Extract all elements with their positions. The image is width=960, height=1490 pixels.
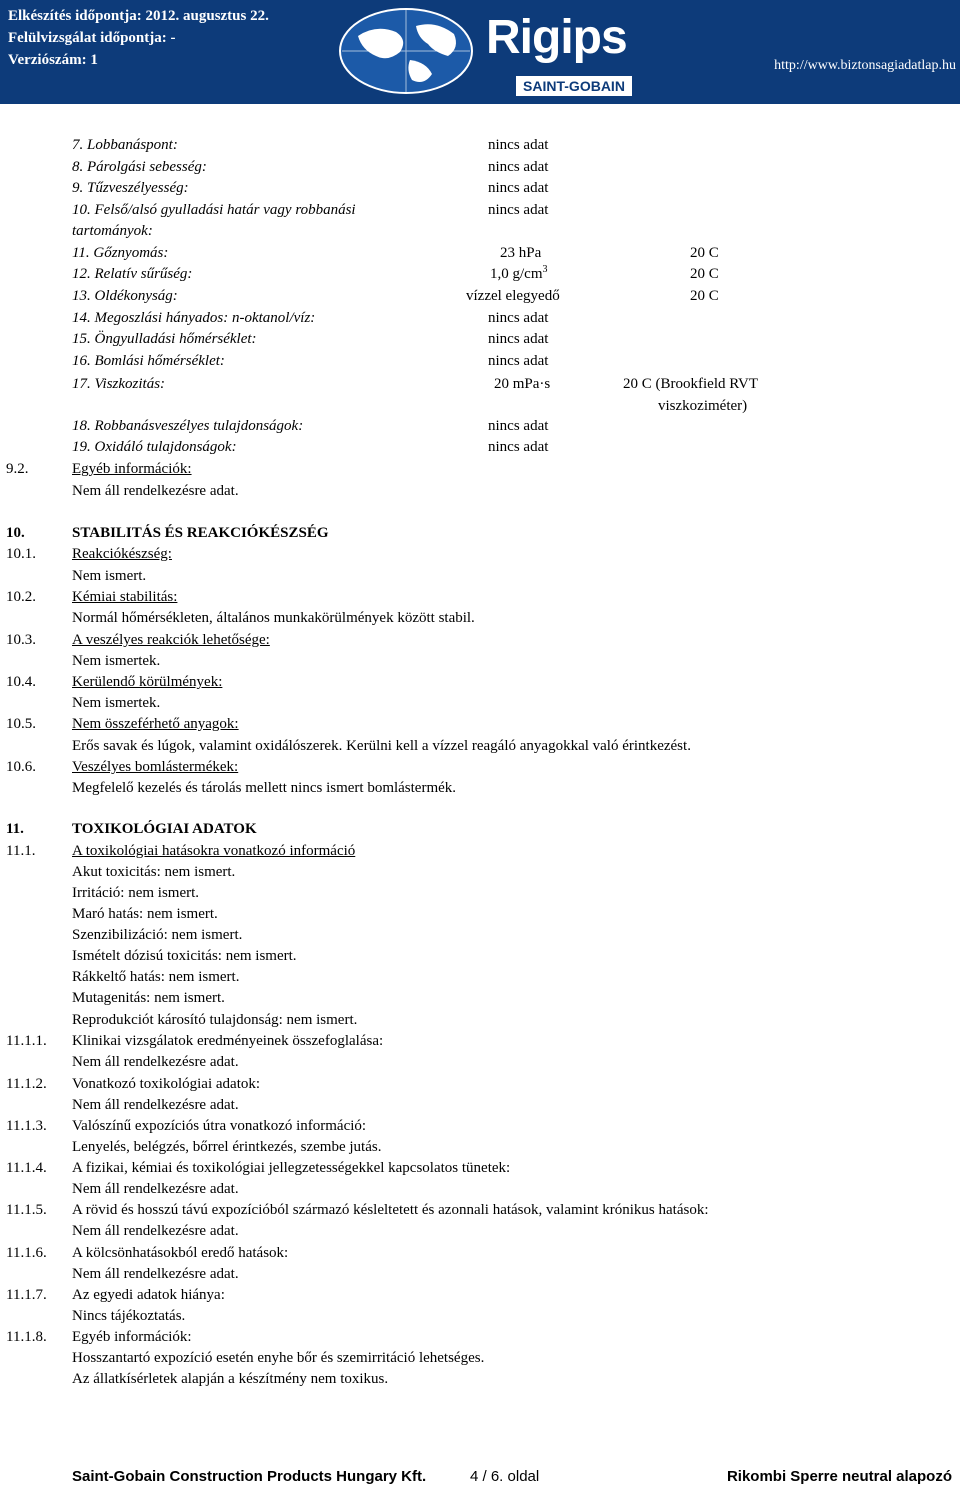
subsection-text: Nem áll rendelkezésre adat. — [72, 1097, 239, 1113]
prop-temperature: 20 C — [690, 266, 719, 282]
prop-value: nincs adat — [488, 331, 549, 347]
prop-label: 18. Robbanásveszélyes tulajdonságok: — [72, 418, 304, 434]
subsection-number: 10.5. — [6, 716, 36, 732]
prop-temperature-cont: viszkoziméter) — [658, 398, 748, 414]
subsection-text: Nem áll rendelkezésre adat. — [72, 1054, 239, 1070]
subsection-number: 11.1.2. — [6, 1076, 47, 1092]
subsection-number: 10.2. — [6, 589, 36, 605]
subsection-text: Hosszantartó expozíció esetén enyhe bőr és szemirritáció lehetséges. — [72, 1350, 485, 1366]
section-number: 10. — [6, 525, 25, 541]
globe-icon — [336, 6, 476, 96]
subsection-title: Nem összeférhető anyagok: — [72, 716, 239, 732]
prop-value: nincs adat — [488, 439, 549, 455]
prop-value: 23 hPa — [500, 245, 542, 261]
page-header — [0, 0, 960, 104]
subsection-number: 11.1.5. — [6, 1202, 47, 1218]
version-number: Verziószám: 1 — [8, 52, 98, 68]
tox-line: Mutagenitás: nem ismert. — [72, 990, 225, 1006]
section-heading: TOXIKOLÓGIAI ADATOK — [72, 821, 257, 837]
prop-label-cont: tartományok: — [72, 223, 153, 239]
subsection-title: A fizikai, kémiai és toxikológiai jellegzetességekkel kapcsolatos tünetek: — [72, 1160, 511, 1176]
prop-label: 8. Párolgási sebesség: — [72, 159, 207, 175]
subsection-text: Nem ismert. — [72, 568, 147, 584]
subsection-text: Nem áll rendelkezésre adat. — [72, 1266, 239, 1282]
section-heading: STABILITÁS ÉS REAKCIÓKÉSZSÉG — [72, 525, 329, 541]
prop-value: nincs adat — [488, 159, 549, 175]
subsection-number: 10.6. — [6, 759, 36, 775]
subsection-title: A rövid és hosszú távú expozícióból származó késleltetett és azonnali hatások, valamint krónikus hatások: — [72, 1202, 709, 1218]
prop-temperature: 20 C — [690, 245, 719, 261]
tox-line: Ismételt dózisú toxicitás: nem ismert. — [72, 948, 297, 964]
logo-subtitle: SAINT-GOBAIN — [516, 76, 632, 96]
prop-label: 9. Tűzveszélyesség: — [72, 180, 189, 196]
subsection-text: Nincs tájékoztatás. — [72, 1308, 186, 1324]
subsection-text: Nem áll rendelkezésre adat. — [72, 1181, 239, 1197]
prop-temperature: 20 C (Brookfield RVT — [623, 376, 759, 392]
prop-value: nincs adat — [488, 310, 549, 326]
subsection-number: 10.3. — [6, 632, 36, 648]
tox-line: Maró hatás: nem ismert. — [72, 906, 218, 922]
subsection-title: A kölcsönhatásokból eredő hatások: — [72, 1245, 289, 1261]
prop-value: 20 mPa·s — [494, 376, 551, 392]
subsection-title: Valószínű expozíciós útra vonatkozó információ: — [72, 1118, 367, 1134]
prop-value: nincs adat — [488, 353, 549, 369]
prop-value: nincs adat — [488, 180, 549, 196]
subsection-text: Nem ismertek. — [72, 653, 161, 669]
logo-wordmark: Rigips — [486, 11, 627, 64]
prop-label: 11. Gőznyomás: — [72, 245, 169, 261]
subsection-text: Nem áll rendelkezésre adat. — [72, 1223, 239, 1239]
tox-line: Szenzibilizáció: nem ismert. — [72, 927, 243, 943]
prop-label: 16. Bomlási hőmérséklet: — [72, 353, 225, 369]
subsection-title: Az egyedi adatok hiánya: — [72, 1287, 225, 1303]
section-number: 11. — [6, 821, 24, 837]
subsection-title: Vonatkozó toxikológiai adatok: — [72, 1076, 261, 1092]
tox-line: Akut toxicitás: nem ismert. — [72, 864, 236, 880]
revised-date: Felülvizsgálat időpontja: - — [8, 30, 176, 46]
rigips-logo — [336, 6, 636, 96]
prop-value: nincs adat — [488, 418, 549, 434]
section-number: 9.2. — [6, 461, 29, 477]
section-title: Egyéb információk: — [72, 461, 192, 477]
subsection-title: A toxikológiai hatásokra vonatkozó információ — [72, 843, 356, 859]
prop-label: 10. Felső/alsó gyulladási határ vagy robbanási — [72, 202, 356, 218]
subsection-number: 11.1.4. — [6, 1160, 47, 1176]
subsection-number: 11.1.7. — [6, 1287, 47, 1303]
footer-page-number: 4 / 6. oldal — [470, 1468, 540, 1485]
section-text: Nem áll rendelkezésre adat. — [72, 483, 239, 499]
prop-label: 14. Megoszlási hányados: n-oktanol/víz: — [72, 310, 316, 326]
prop-value: vízzel elegyedő — [466, 288, 560, 304]
subsection-title: Reakciókészség: — [72, 546, 172, 562]
subsection-title: Kémiai stabilitás: — [72, 589, 178, 605]
prop-label: 17. Viszkozitás: — [72, 376, 166, 392]
prop-value: nincs adat — [488, 202, 549, 218]
subsection-text: Normál hőmérsékleten, általános munkakörülmények között stabil. — [72, 610, 475, 626]
prepared-date: Elkészítés időpontja: 2012. augusztus 22. — [8, 8, 269, 24]
subsection-text: Lenyelés, belégzés, bőrrel érintkezés, szembe jutás. — [72, 1139, 382, 1155]
prop-temperature: 20 C — [690, 288, 719, 304]
tox-line: Reprodukciót károsító tulajdonság: nem ismert. — [72, 1012, 358, 1028]
prop-label: 13. Oldékonyság: — [72, 288, 178, 304]
subsection-title: Kerülendő körülmények: — [72, 674, 223, 690]
subsection-number: 11.1.1. — [6, 1033, 47, 1049]
subsection-number: 11.1.3. — [6, 1118, 47, 1134]
prop-label: 15. Öngyulladási hőmérséklet: — [72, 331, 257, 347]
footer-company: Saint-Gobain Construction Products Hungary Kft. — [72, 1468, 427, 1485]
subsection-title: Klinikai vizsgálatok eredményeinek összefoglalása: — [72, 1033, 384, 1049]
website-url[interactable]: http://www.biztonsagiadatlap.hu — [774, 58, 956, 73]
footer-product: Rikombi Sperre neutral alapozó — [726, 1468, 952, 1485]
subsection-title: Egyéb információk: — [72, 1329, 192, 1345]
tox-line: Irritáció: nem ismert. — [72, 885, 200, 901]
subsection-number: 11.1.8. — [6, 1329, 47, 1345]
subsection-text: Az állatkísérletek alapján a készítmény nem toxikus. — [72, 1371, 389, 1387]
tox-line: Rákkeltő hatás: nem ismert. — [72, 969, 240, 985]
subsection-number: 11.1.6. — [6, 1245, 47, 1261]
subsection-text: Megfelelő kezelés és tárolás mellett nincs ismert bomlástermék. — [72, 780, 457, 796]
subsection-title: Veszélyes bomlástermékek: — [72, 759, 239, 775]
prop-label: 12. Relatív sűrűség: — [72, 266, 193, 282]
prop-label: 19. Oxidáló tulajdonságok: — [72, 439, 237, 455]
prop-label: 7. Lobbanáspont: — [72, 137, 178, 153]
subsection-number: 10.1. — [6, 546, 36, 562]
subsection-text: Erős savak és lúgok, valamint oxidálószerek. Kerülni kell a vízzel reagáló anyagokkal való érintkezést. — [72, 738, 691, 754]
prop-value: nincs adat — [488, 137, 549, 153]
subsection-number: 10.4. — [6, 674, 36, 690]
prop-value: 1,0 $g/cm^3$ — [490, 264, 548, 282]
subsection-number: 11.1. — [6, 843, 36, 859]
subsection-text: Nem ismertek. — [72, 695, 161, 711]
subsection-title: A veszélyes reakciók lehetősége: — [72, 632, 270, 648]
